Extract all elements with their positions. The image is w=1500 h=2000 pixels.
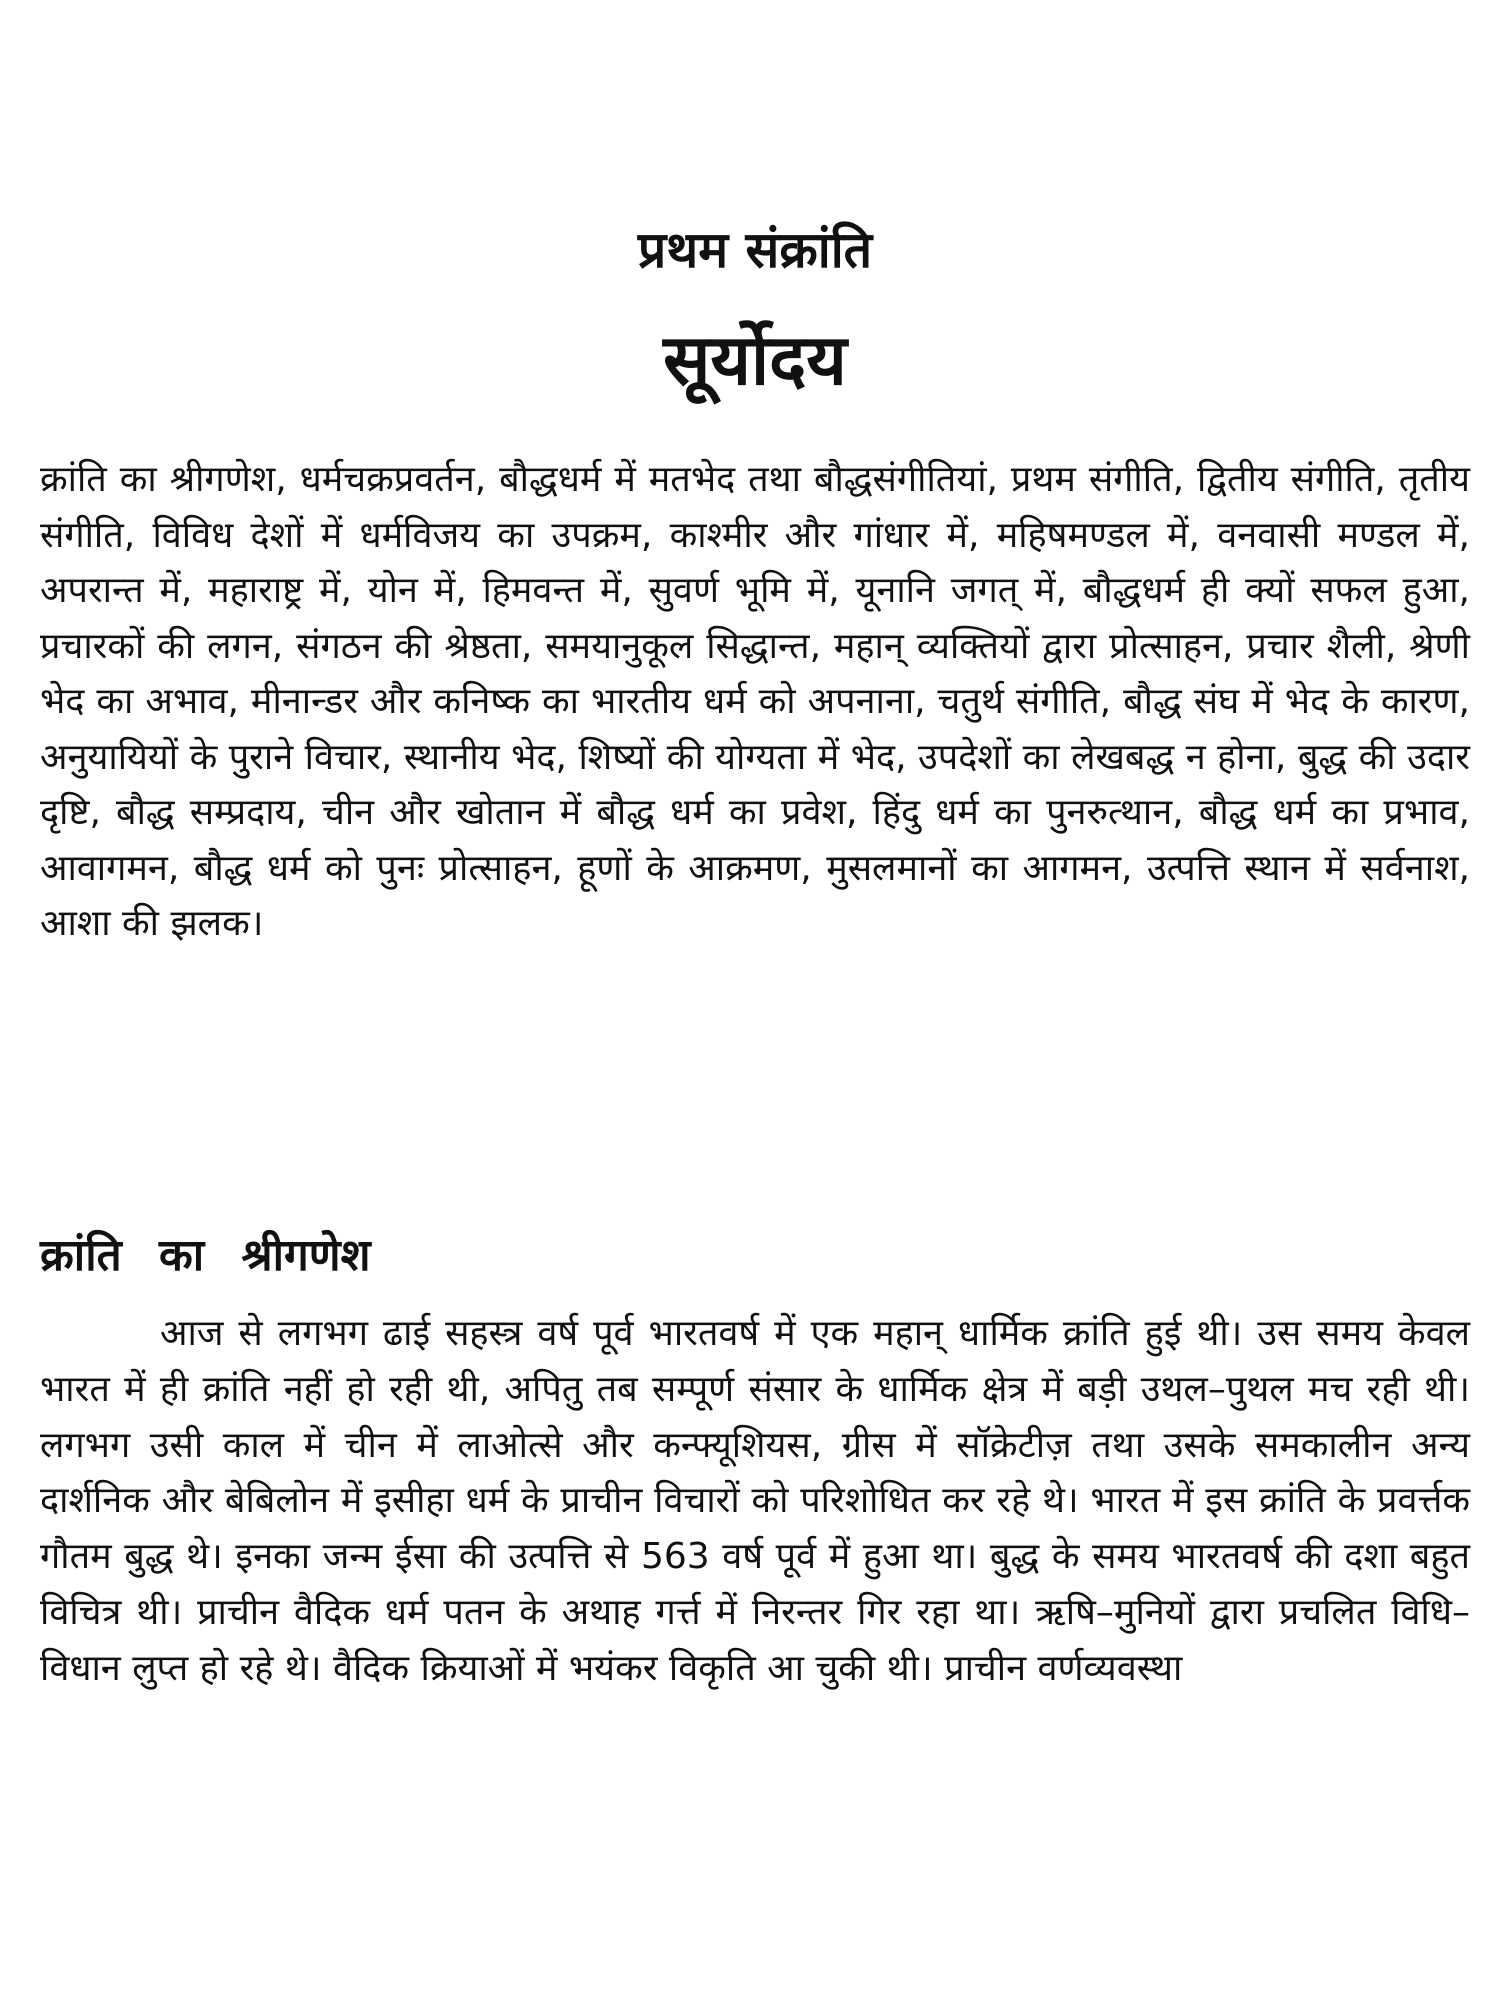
chapter-summary: क्रांति का श्रीगणेश, धर्मचक्रप्रवर्तन, बौद्धधर्म में मतभेद तथा बौद्धसंगीतियां, प्रथम संगीति, द्वितीय संगीति, तृतीय संगीति, विविध देशों में धर्मविजय का उपक्रम, काश्मीर और गांधार में, महिषमण्डल में, वनवासी मण्डल में, अपरान्त में, महाराष्ट्र में, योन में, हिमवन्त में, सुवर्ण भूमि में, यूनानि जगत् में, बौद्धधर्म ही क्यों सफल हुआ, प्रचारकों की लगन, संगठन की श्रेष्ठता, समयानुकूल सिद्धान्त, महान् व्यक्तियों द्वारा प्रोत्साहन, प्रचार शैली, श्रेणी भेद का अभाव, मीनान्डर और कनिष्क का भारतीय धर्म को अपनाना, चतुर्थ संगीति, बौद्ध संघ में भेद के कारण, अनुयायियों के पुराने विचार, स्थानीय भेद, शिष्यों की योग्यता में भेद, उपदेशों का लेखबद्ध न होना, बुद्ध की उदार दृष्टि, बौद्ध सम्प्रदाय, चीन और खोतान में बौद्ध धर्म का प्रवेश, हिंदु धर्म का पुनरुत्थान, बौद्ध धर्म का प्रभाव, आवागमन, बौद्ध धर्म को पुनः प्रोत्साहन, हूणों के आक्रमण, मुसलमानों का आगमन, उत्पत्ति स्थान में सर्वनाश, आशा की झलक। xyxy=(40,459,1470,944)
chapter-title: सूर्योदय xyxy=(663,319,847,401)
chapter-label: प्रथम संक्रांति xyxy=(637,221,873,279)
document-page xyxy=(40,0,1470,2000)
body-paragraph: आज से लगभग ढाई सहस्त्र वर्ष पूर्व भारतवर्ष में एक महान् धार्मिक क्रांति हुई थी। उस समय केवल भारत में ही क्रांति नहीं हो रही थी, अपितु तब सम्पूर्ण संसार के धार्मिक क्षेत्र में बड़ी उथल–पुथल मच रही थी। लगभग उसी काल में चीन में लाओत्से और कन्फ्यूशियस, ग्रीस में सॉक्रेटीज़ तथा उसके समकालीन अन्य दार्शनिक और बेबिलोन में इसीहा धर्म के प्राचीन विचारों को परिशोधित कर रहे थे। भारत में इस क्रांति के प्रवर्त्तक गौतम बुद्ध थे। इनका जन्म ईसा की उत्पत्ति से 563 वर्ष पूर्व में हुआ था। बुद्ध के समय भारतवर्ष की दशा बहुत विचित्र थी। प्राचीन वैदिक धर्म पतन के अथाह गर्त्त में निरन्तर गिर रहा था। ऋषि–मुनियों द्वारा प्रचलित विधि–विधान लुप्त हो रहे थे। वैदिक क्रियाओं में भयंकर विकृति आ चुकी थी। प्राचीन वर्णव्यवस्था xyxy=(40,1313,1470,1689)
section-heading: क्रांति का श्रीगणेश xyxy=(40,1230,371,1281)
